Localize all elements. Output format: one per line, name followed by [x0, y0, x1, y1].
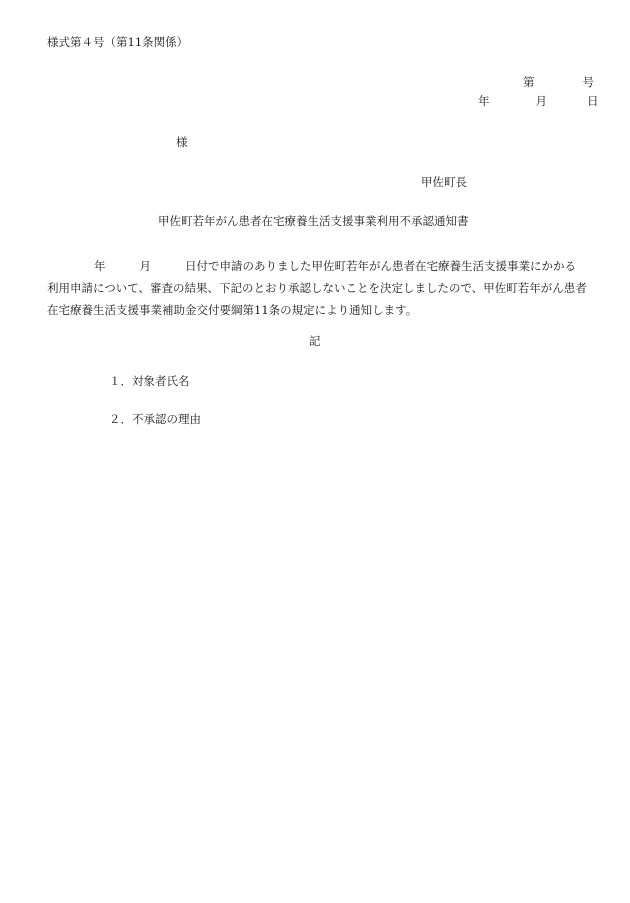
doc-number-suffix: 号 — [582, 75, 594, 89]
body-month: 月 — [139, 259, 151, 273]
date-year: 年 — [478, 94, 490, 108]
date-day: 日 — [587, 94, 599, 108]
sender: 甲佐町長 — [421, 175, 467, 189]
body-year: 年 — [94, 259, 106, 273]
doc-number-prefix: 第 — [523, 75, 535, 89]
body-text: 日付で申請のありました甲佐町若年がん患者在宅療養生活支援事業にかかる利用申請について、審査の結果、下記のとおり承認しないことを決定しましたので、甲佐町若年がん患者在宅療養生活支援事業補助金交付要綱第11条の規定により通知します。 — [47, 259, 587, 317]
document-number — [523, 77, 594, 89]
document-title: 甲佐町若年がん患者在宅療養生活支援事業利用不承認通知書 — [158, 214, 469, 228]
ki-heading: 記 — [309, 334, 321, 348]
body-paragraph — [47, 255, 587, 321]
list-item-subject-name: １．対象者氏名 — [109, 374, 190, 388]
issue-date — [478, 96, 599, 108]
date-month: 月 — [535, 94, 547, 108]
form-number: 様式第４号（第11条関係） — [47, 35, 189, 49]
list-item-rejection-reason: ２．不承認の理由 — [109, 412, 201, 426]
addressee: 様 — [176, 135, 188, 149]
